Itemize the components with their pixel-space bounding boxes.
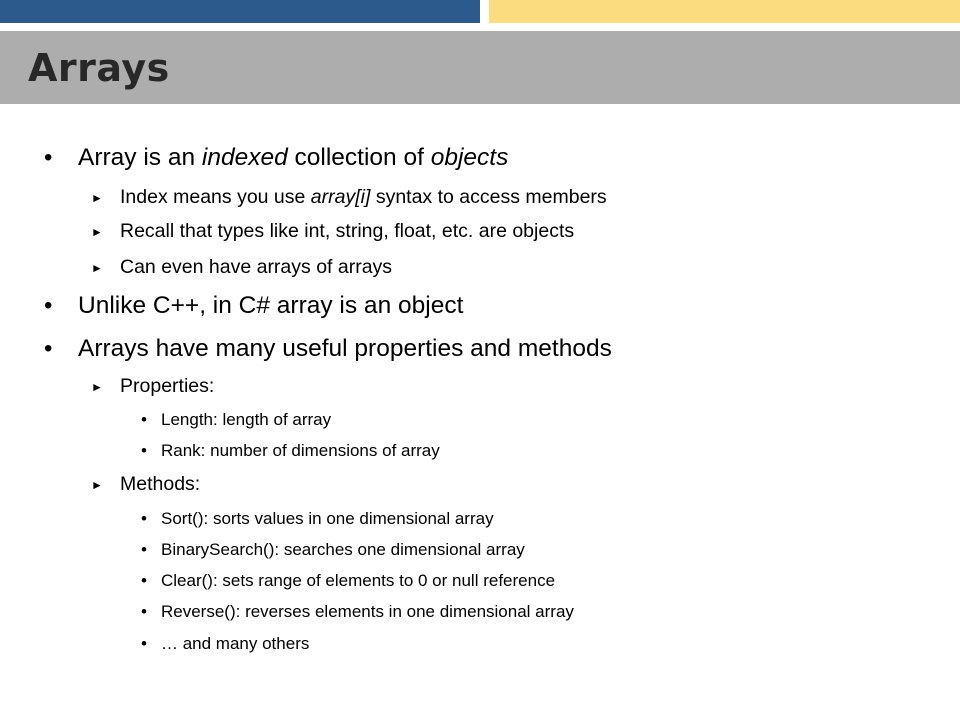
top-accent-bar-yellow [489,0,960,23]
emphasis-objects: objects [430,144,509,171]
subbullet-types-are-objects: ► Recall that types like int, string, float, etc. are objects [120,218,574,244]
subbullet-methods: ► Methods: [120,471,200,497]
triangle-bullet-icon: ► [91,478,103,492]
subbullet-index-syntax: ► Index means you use array[i] syntax to access members [120,184,607,210]
emphasis-array-index: array[i] [310,186,371,208]
triangle-bullet-icon: ► [91,261,103,275]
small-bullet-dot-icon: • [141,540,147,559]
method-item: • Clear(): sets range of elements to 0 or null reference [141,571,556,590]
method-item: • Reverse(): reverses elements in one dimensional array [141,602,574,621]
small-bullet-dot-icon: • [141,634,147,653]
triangle-bullet-icon: ► [91,380,103,394]
slide-title: Arrays [28,46,170,90]
small-bullet-dot-icon: • [141,571,147,590]
subbullet-arrays-of-arrays: ► Can even have arrays of arrays [120,254,392,280]
bullet-dot-icon: • [44,335,53,362]
method-item: • … and many others [141,634,310,653]
bullet-array-definition: • Array is an indexed collection of objects [44,144,509,171]
top-accent-bar-blue [0,0,480,23]
emphasis-indexed: indexed [201,144,288,171]
small-bullet-dot-icon: • [141,509,147,528]
triangle-bullet-icon: ► [91,225,103,239]
bullet-properties-and-methods: • Arrays have many useful properties and methods [44,335,612,362]
property-item: • Length: length of array [141,410,332,429]
subbullet-properties: ► Properties: [120,373,214,399]
bullet-csharp-array-object: • Unlike C++, in C# array is an object [44,292,464,319]
small-bullet-dot-icon: • [141,602,147,621]
method-item: • BinarySearch(): searches one dimensional array [141,540,525,559]
bullet-dot-icon: • [44,292,53,319]
small-bullet-dot-icon: • [141,410,147,429]
property-item: • Rank: number of dimensions of array [141,441,440,460]
method-item: • Sort(): sorts values in one dimensional array [141,509,494,528]
triangle-bullet-icon: ► [91,191,103,205]
small-bullet-dot-icon: • [141,441,147,460]
bullet-dot-icon: • [44,144,53,171]
